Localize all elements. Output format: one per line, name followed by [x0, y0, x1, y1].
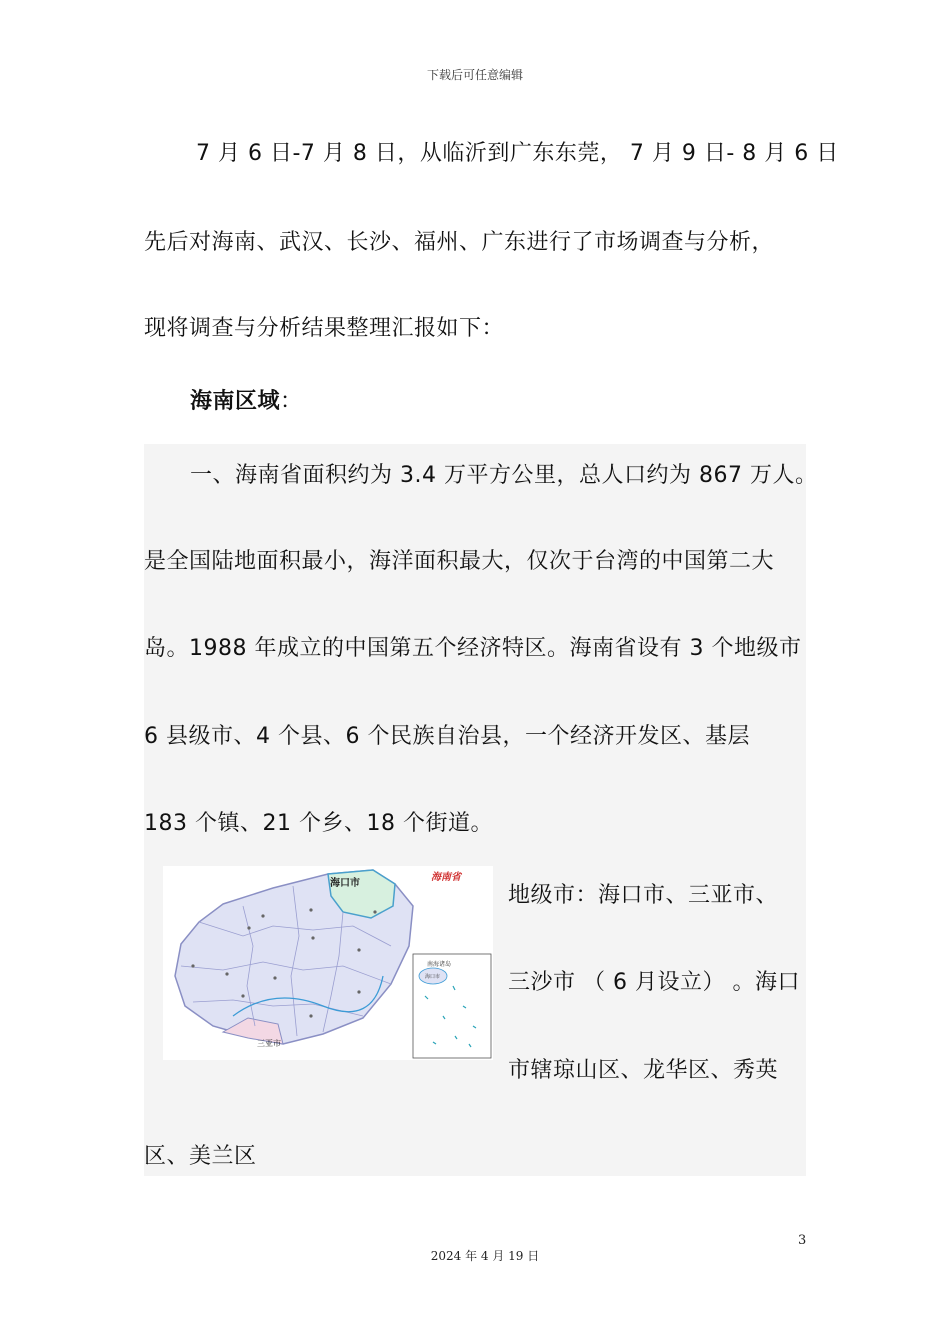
- paragraph2-line2: 是全国陆地面积最小，海洋面积最大，仅次于台湾的中国第二大: [144, 549, 775, 574]
- footer-date: 2024 年 4 月 19 日: [430, 1249, 540, 1263]
- map-label-haikou: 海口市: [330, 878, 360, 889]
- section-heading: [190, 384, 303, 415]
- paragraph3-line3: 市辖琼山区、龙华区、秀英: [508, 1058, 779, 1083]
- paragraph2-line5: 183 个镇、21 个乡、18 个街道。: [144, 811, 493, 836]
- paragraph2-line4: 6 县级市、4 个县、6 个民族自治县，一个经济开发区、基层: [144, 724, 750, 749]
- section-heading-colon: ：: [280, 389, 303, 414]
- paragraph2-line1: 一、海南省面积约为 3.4 万平方公里，总人口约为 867 万人。: [190, 463, 818, 488]
- map-inset-title: 南海诸岛: [427, 961, 452, 968]
- map-label-sanya: 三亚市: [257, 1039, 281, 1048]
- paragraph3-line4: 区、美兰区: [144, 1144, 257, 1169]
- paragraph1-line2: 先后对海南、武汉、长沙、福州、广东进行了市场调查与分析，: [144, 230, 775, 255]
- paragraph3-line2: 三沙市 （ 6 月设立） 。海口: [508, 970, 800, 995]
- paragraph2-line3: 岛。1988 年成立的中国第五个经济特区。海南省设有 3 个地级市: [144, 636, 802, 661]
- section-heading-text: 海南区域: [190, 389, 281, 414]
- map-inset-haikou: 海口市: [425, 974, 441, 980]
- paragraph1-line3: 现将调查与分析结果整理汇报如下：: [144, 316, 505, 341]
- paragraph1-line1: 7 月 6 日-7 月 8 日，从临沂到广东东莞， 7 月 9 日- 8 月 6 日: [196, 141, 839, 166]
- map-title: 海南省: [431, 872, 461, 883]
- page-header: 下载后可任意编辑: [426, 68, 523, 82]
- page-number: 3: [798, 1233, 807, 1248]
- hainan-map-image: [163, 866, 493, 1060]
- paragraph3-line1: 地级市：海口市、三亚市、: [508, 883, 779, 908]
